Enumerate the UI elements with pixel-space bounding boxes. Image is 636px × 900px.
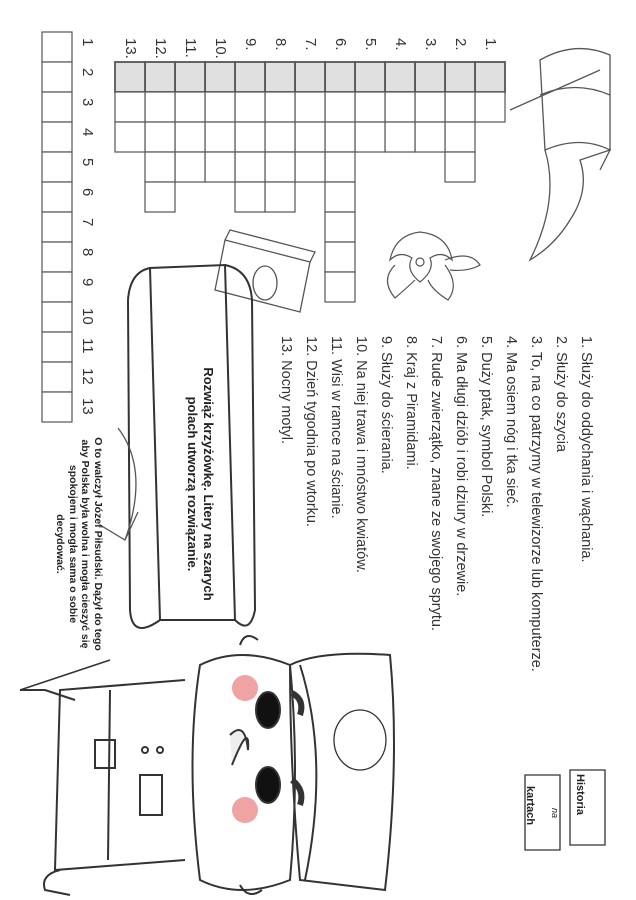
clue-item: 10. Na niej trawa i mnóstwo kwiatów.: [353, 336, 369, 573]
row-number: 3.: [422, 38, 439, 51]
crossword-cell[interactable]: [265, 92, 295, 122]
clue-item: 2. Służy do szycia: [553, 336, 569, 453]
crossword-cell[interactable]: [445, 122, 475, 152]
solution-number: 12: [79, 368, 96, 385]
arrow-icon: [100, 428, 138, 540]
row-number: 9.: [242, 38, 259, 51]
crossword-cell[interactable]: [325, 212, 355, 242]
crossword-cell[interactable]: [145, 122, 175, 152]
solution-cell[interactable]: [42, 242, 72, 272]
solution-number: 8: [79, 248, 96, 257]
crossword-cell[interactable]: [325, 242, 355, 272]
clue-item: 13. Nocny motyl.: [278, 336, 294, 444]
solution-cell[interactable]: [42, 92, 72, 122]
crossword-cell[interactable]: [175, 152, 205, 182]
crossword-cell[interactable]: [235, 92, 265, 122]
row-number: 13.: [122, 38, 139, 59]
eagle-icon: [388, 232, 481, 300]
crossword-cell[interactable]: [325, 62, 355, 92]
solution-number: 1: [79, 38, 96, 47]
solution-cell[interactable]: [42, 152, 72, 182]
solution-cell[interactable]: [42, 272, 72, 302]
crossword-cell[interactable]: [415, 62, 445, 92]
crossword-cell[interactable]: [205, 62, 235, 92]
crossword-cell[interactable]: [145, 92, 175, 122]
crossword-cell[interactable]: [445, 62, 475, 92]
row-number: 4.: [392, 38, 409, 51]
solution-number: 13: [79, 398, 96, 415]
crossword-cell[interactable]: [385, 92, 415, 122]
row-number: 10.: [212, 38, 229, 59]
story-text: O to walczył Józef Piłsudski. Dążył do tego aby Polska była wolna i mogła cieszyć się spokojem i mogła sama o sobie decydować.: [54, 437, 104, 651]
solution-cell[interactable]: [42, 32, 72, 62]
crossword-cell[interactable]: [205, 152, 235, 182]
crossword-cell[interactable]: [175, 62, 205, 92]
crossword-cell[interactable]: [145, 152, 175, 182]
solution-cell[interactable]: [42, 62, 72, 92]
crossword-cell[interactable]: [445, 92, 475, 122]
solution-number: 4: [79, 128, 96, 137]
solution-number: 11: [79, 338, 96, 354]
soldier-icon: [20, 636, 394, 895]
crossword-cell[interactable]: [205, 122, 235, 152]
crossword-cell[interactable]: [235, 122, 265, 152]
crossword-cell[interactable]: [295, 62, 325, 92]
clue-list: [273, 336, 598, 672]
solution-cell[interactable]: [42, 122, 72, 152]
crossword-cell[interactable]: [325, 152, 355, 182]
clue-item: 9. Służy do ścierania.: [378, 336, 394, 474]
crossword-cell[interactable]: [145, 182, 175, 212]
solution-cell[interactable]: [42, 212, 72, 242]
crossword-cell[interactable]: [205, 92, 235, 122]
clue-item: 1. Służy do oddychania i wąchania.: [578, 336, 594, 563]
crossword-cell[interactable]: [175, 92, 205, 122]
crossword-cell[interactable]: [445, 152, 475, 182]
clue-item: 4. Ma osiem nóg i tka sieć.: [503, 336, 519, 508]
crossword-cell[interactable]: [385, 62, 415, 92]
book-icon: [215, 230, 315, 312]
crossword-cell[interactable]: [295, 152, 325, 182]
crossword-cell[interactable]: [265, 152, 295, 182]
row-number: 7.: [302, 38, 319, 51]
logo-subtitle: kartach: [524, 786, 536, 826]
logo-badge: [525, 770, 605, 850]
crossword-cell[interactable]: [325, 92, 355, 122]
clue-item: 6. Ma długi dziób i robi dziury w drzewie.: [453, 336, 469, 597]
crossword-cell[interactable]: [355, 62, 385, 92]
crossword-cell[interactable]: [145, 62, 175, 92]
solution-cell[interactable]: [42, 332, 72, 362]
crossword-cell[interactable]: [295, 92, 325, 122]
crossword-cell[interactable]: [115, 122, 145, 152]
clue-item: 12. Dzień tygodnia po wtorku.: [303, 336, 319, 528]
crossword-cell[interactable]: [325, 272, 355, 302]
solution-number: 9: [79, 278, 96, 287]
row-number: 11.: [182, 38, 199, 58]
crossword-cell[interactable]: [295, 122, 325, 152]
crossword-cell[interactable]: [355, 92, 385, 122]
row-number: 8.: [272, 38, 289, 51]
row-number: 12.: [152, 38, 169, 59]
crossword-cell[interactable]: [415, 122, 445, 152]
crossword-cell[interactable]: [265, 182, 295, 212]
row-number: 6.: [332, 38, 349, 51]
logo-title: Historia: [574, 774, 586, 815]
solution-cell[interactable]: [42, 362, 72, 392]
crossword-cell[interactable]: [175, 122, 205, 152]
crossword-cell[interactable]: [475, 62, 505, 92]
crossword-cell[interactable]: [355, 122, 385, 152]
solution-number: 10: [79, 308, 96, 325]
crossword-cell[interactable]: [115, 62, 145, 92]
solution-number: 7: [79, 218, 96, 227]
clue-item: 11. Wisi w ramce na ścianie.: [328, 336, 344, 519]
crossword-cell[interactable]: [115, 92, 145, 122]
clue-item: 7. Rude zwierzątko, znane ze swojego sprytu.: [428, 336, 444, 631]
crossword-cell[interactable]: [235, 182, 265, 212]
crossword-cell[interactable]: [265, 122, 295, 152]
clue-item: 8. Kraj z Piramidami.: [403, 336, 419, 470]
solution-cell[interactable]: [42, 182, 72, 212]
crossword-cell[interactable]: [475, 92, 505, 122]
crossword-cell[interactable]: [265, 62, 295, 92]
crossword-cell[interactable]: [385, 122, 415, 152]
crossword-cell[interactable]: [415, 92, 445, 122]
solution-number: 6: [79, 188, 96, 197]
crossword-cell[interactable]: [325, 122, 355, 152]
clue-item: 5. Duży ptak, symbol Polski.: [478, 336, 494, 518]
row-number: 1.: [482, 38, 499, 51]
solution-number: 5: [79, 158, 96, 167]
crossword-cell[interactable]: [325, 182, 355, 212]
polish-flag-icon: [510, 49, 610, 260]
crossword-grid[interactable]: [115, 62, 505, 302]
crossword-cell[interactable]: [235, 152, 265, 182]
instructions-text: Rozwiąż krzyżówkę. Litery na szarych polach utworzą rozwiązanie.: [185, 367, 216, 601]
clue-item: 3. To, na co patrzymy w telewizorze lub komputerze.: [528, 336, 544, 672]
logo-connector: na: [550, 808, 560, 819]
crossword-cell[interactable]: [235, 62, 265, 92]
row-number: 2.: [452, 38, 469, 51]
solution-strip[interactable]: [42, 32, 72, 422]
solution-cell[interactable]: [42, 302, 72, 332]
row-number: 5.: [362, 38, 379, 51]
solution-cell[interactable]: [42, 392, 72, 422]
solution-number: 2: [79, 68, 96, 77]
solution-number: 3: [79, 98, 96, 107]
